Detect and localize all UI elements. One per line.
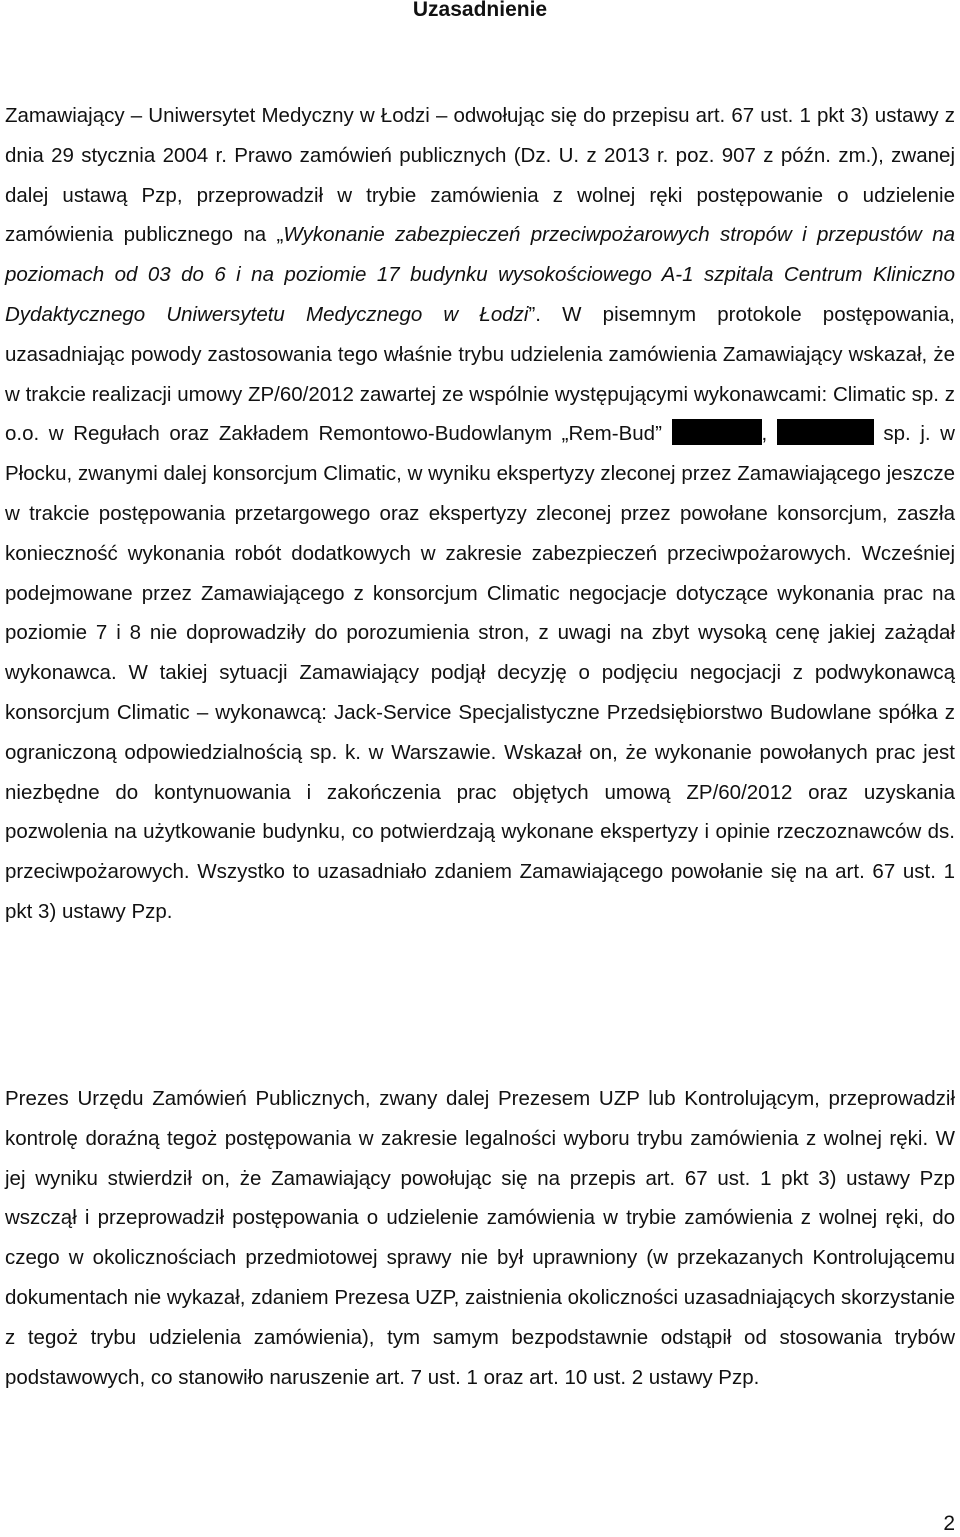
redacted-text-block xyxy=(672,419,762,445)
redacted-text-block xyxy=(777,419,874,445)
document-heading: Uzasadnienie xyxy=(412,0,548,21)
paragraph-text-comma: , xyxy=(761,422,777,446)
paragraph-text-continuation: sp. j. w Płocku, zwanymi dalej konsorcjum Climatic, w wyniku ekspertyzy zleconej przez Zamawiającego jeszcze w trakcie postępowania przetargowego oraz ekspertyzy zleconej przez powołane konsorcjum, zaszła konieczność wykonania robót dodatkowych w zakresie zabezpieczeń przeciwpożarowych. Wcześniej podejmowane przez Zamawiającego z konsorcjum Climatic negocjacje dotyczące wykonania prac na poziomie 7 i 8 nie doprowadziły do porozumienia stron, z uwagi na zbyt wysoką cenę jakiej zażądał wykonawca. W takiej sytuacji Zamawiający podjął decyzję o podjęciu negocjacji z podwykonawcą konsorcjum Climatic – wykonawcą: Jack-Service Specjalistyczne Przedsiębiorstwo Budowlane spółka z ograniczoną odpowiedzialnością sp. k. w Warszawie. Wskazał on, że wykonanie powołanych prac jest niezbędne do kontynuowania i zakończenia prac objętych umową ZP/60/2012 oraz uzyskania pozwolenia na użytkowanie budynku, co potwierdzają wykonane ekspertyzy i opinie rzeczoznawców ds. przeciwpożarowych. Wszystko to uzasadniało zdaniem Zamawiającego powołanie się na art. 67 ust. 1 pkt 3) ustawy Pzp. xyxy=(5,422,955,923)
page-number: 2 xyxy=(943,1512,955,1535)
paragraph-text-intro: Zamawiający – Uniwersytet Medyczny w Łodzi – odwołując się do przepisu art. 67 ust. 1 pkt 3) ustawy z dnia 29 stycznia 2004 r. Prawo zamówień publicznych (Dz. U. z 2013 r. poz. 907 z późn. zm.), zwanej dalej ustawą Pzp, przeprowadził w trybie zamówienia z wolnej ręki postępowanie o udzielenie zamówienia publicznego na „ xyxy=(5,104,955,247)
paragraph-justification xyxy=(5,96,955,932)
contract-title-italic: Wykonanie zabezpieczeń przeciwpożarowych stropów i przepustów na poziomach od 03 do 6 i na poziomie 17 budynku wysokościowego A-1 szpitala Centrum Kliniczno Dydaktycznego Uniwersytetu Medycznego w Łodzi xyxy=(5,223,955,326)
paragraph-control-findings: Prezes Urzędu Zamówień Publicznych, zwany dalej Prezesem UZP lub Kontrolującym, przeprowadził kontrolę doraźną tegoż postępowania w zakresie legalności wyboru trybu zamówienia z wolnej ręki. W jej wyniku stwierdził on, że Zamawiający powołując się na przepis art. 67 ust. 1 pkt 3) ustawy Pzp wszczął i przeprowadził postępowania o udzielenie zamówienia w trybie zamówienia z wolnej ręki, do czego w okolicznościach przedmiotowej sprawy nie był uprawniony (w przekazanych Kontrolującemu dokumentach nie wykazał, zdaniem Prezesa UZP, zaistnienia okoliczności uzasadniających skorzystanie z tegoż trybu udzielenia zamówienia), tym samym bezpodstawnie odstąpił od stosowania trybów podstawowych, co stanowiło naruszenie art. 7 ust. 1 oraz art. 10 ust. 2 ustawy Pzp. xyxy=(5,1087,955,1389)
paragraph-text-body: ”. W pisemnym protokole postępowania, uzasadniając powody zastosowania tego właśnie trybu udzielenia zamówienia Zamawiający wskazał, że w trakcie realizacji umowy ZP/60/2012 zawartej ze wspólnie występującymi wykonawcami: Climatic sp. z o.o. w Regułach oraz Zakładem Remontowo-Budowlanym „Rem-Bud” xyxy=(5,302,955,446)
